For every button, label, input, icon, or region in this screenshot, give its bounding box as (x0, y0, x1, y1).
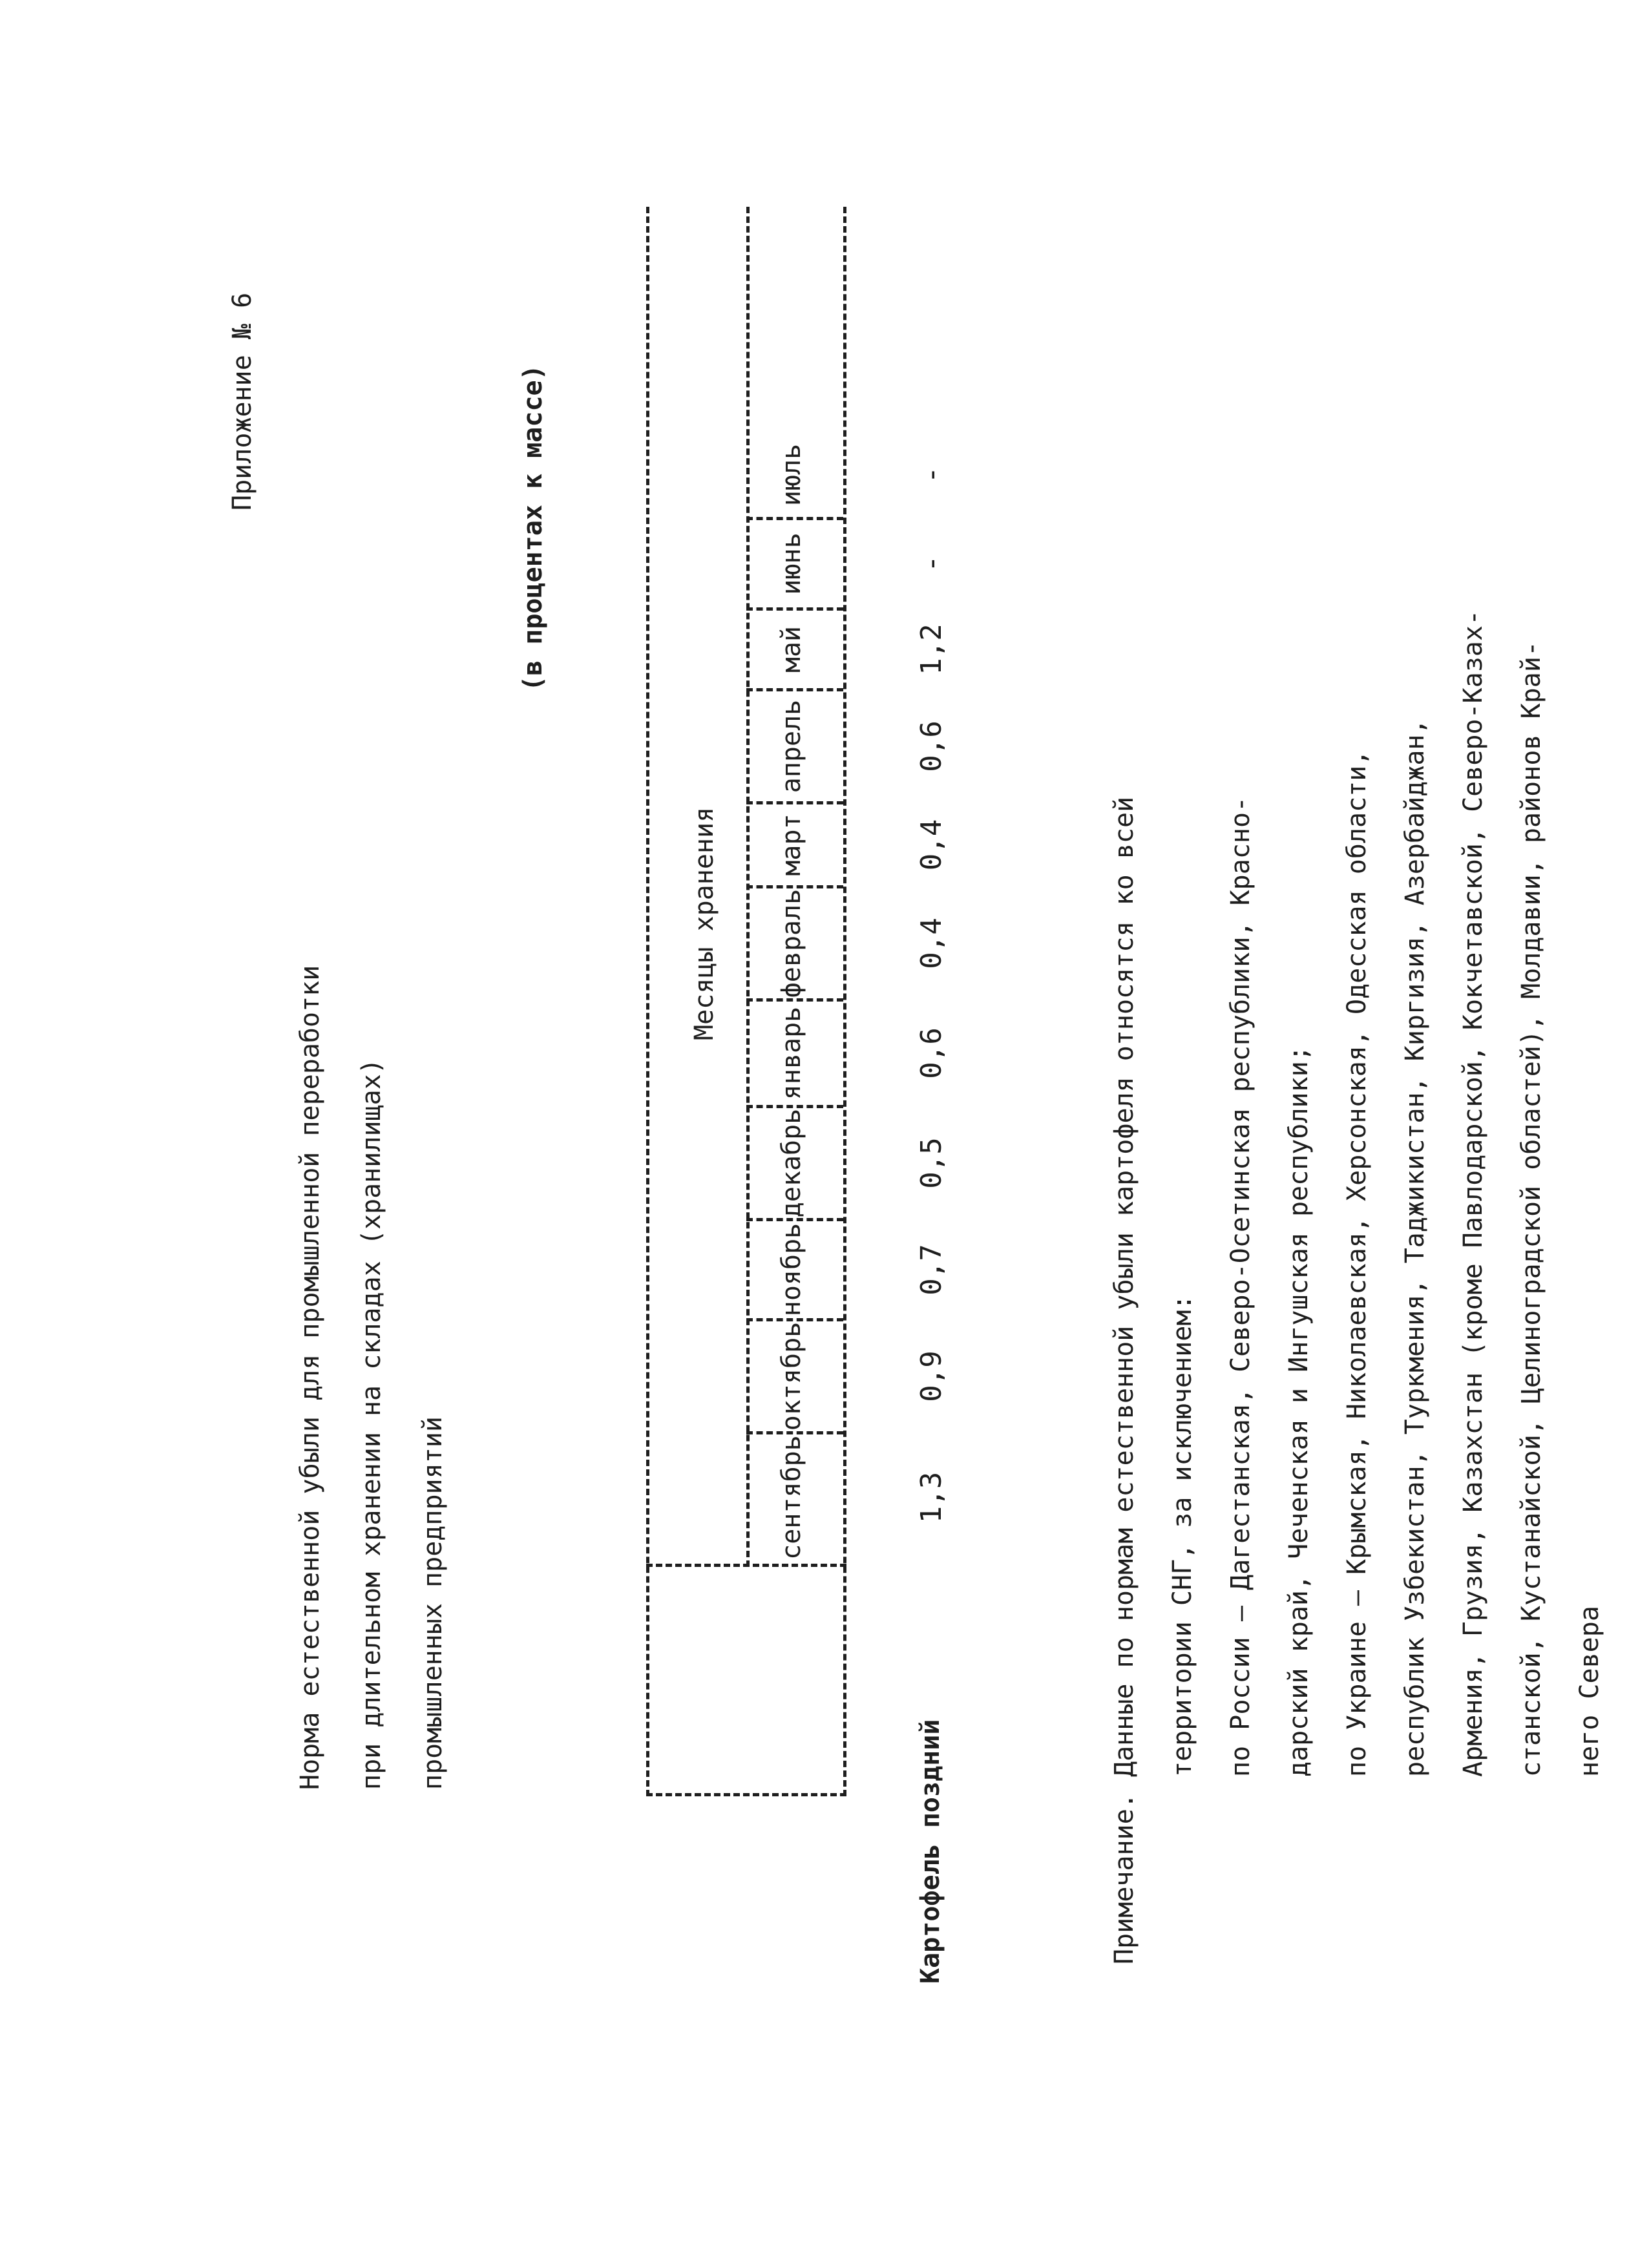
note-line: станской, Кустанайской, Целиноградской областей), Молдавии, районов Край- (1517, 641, 1546, 1777)
column-divider (746, 885, 843, 888)
month-header: сентябрь (777, 1435, 806, 1560)
month-header: июнь (777, 532, 806, 595)
table-cell: 0,5 (915, 1137, 948, 1189)
title-line-3: промышленных предприятий (418, 1416, 448, 1790)
table-left-border (646, 1793, 846, 1796)
table-cell: 0,7 (915, 1244, 948, 1296)
table-cell: - (915, 555, 948, 572)
note-line: территории СНГ, за исключением: (1168, 1294, 1197, 1777)
column-divider (746, 1218, 843, 1221)
column-divider (746, 607, 843, 611)
month-header: май (777, 625, 806, 673)
title-line-1: Норма естественной убыли для промышленной переработки (295, 965, 325, 1790)
note-line: по России – Дагестанская, Северо-Осетинская республики, Красно- (1226, 796, 1255, 1777)
table-cell: 0,9 (915, 1350, 948, 1402)
month-header: ноябрь (777, 1223, 806, 1317)
month-header: март (777, 814, 806, 876)
table-cell: - (915, 466, 948, 484)
note-line: Армения, Грузия, Казахстан (кроме Павлодарской, Кокчетавской, Северо-Казах- (1458, 609, 1488, 1777)
note-line: дарский край, Чеченская и Ингушская республики; (1284, 1045, 1314, 1777)
table-cell: 1,3 (915, 1471, 948, 1524)
column-divider (746, 998, 843, 1002)
table-cell: 0,6 (915, 720, 948, 772)
column-divider (746, 1318, 843, 1321)
table-group-header: Месяцы хранения (689, 806, 719, 1040)
table-top-border (646, 207, 649, 1796)
column-divider (746, 801, 843, 804)
units-note: (в процентах к массе) (518, 364, 548, 691)
month-header: октябрь (777, 1321, 806, 1431)
appendix-label: Приложение № 6 (227, 292, 257, 510)
title-line-2: при длительном хранении на складах (хранилищах) (357, 1058, 386, 1790)
month-header: январь (777, 1006, 806, 1100)
note-line: республик Узбекистан, Туркмения, Таджикистан, Киргизия, Азербайджан, (1400, 719, 1430, 1777)
row-label: Картофель поздний (916, 1719, 945, 1984)
table-cell: 0,4 (915, 819, 948, 871)
month-header: июль (777, 443, 806, 507)
month-header: декабрь (777, 1108, 806, 1218)
note-line: него Севера (1575, 1606, 1604, 1777)
table-cell: 1,2 (915, 624, 948, 675)
column-divider (746, 688, 843, 691)
table-cell: 0,6 (915, 1027, 948, 1079)
table-cell: 0,4 (915, 918, 948, 969)
month-header: апрель (777, 699, 806, 793)
column-divider (746, 1431, 843, 1434)
table-bottom-border (843, 207, 846, 1796)
note-line: Данные по нормам естественной убыли картофеля относятся ко всей (1109, 796, 1139, 1777)
table-rowhead-divider (646, 1564, 846, 1567)
column-divider (746, 517, 843, 520)
month-header: февраль (777, 888, 806, 998)
note-line: по Украине – Крымская, Николаевская, Херсонская, Одесская области, (1342, 750, 1372, 1777)
note-label: Примечание. (1109, 1793, 1139, 1964)
column-divider (746, 1105, 843, 1108)
